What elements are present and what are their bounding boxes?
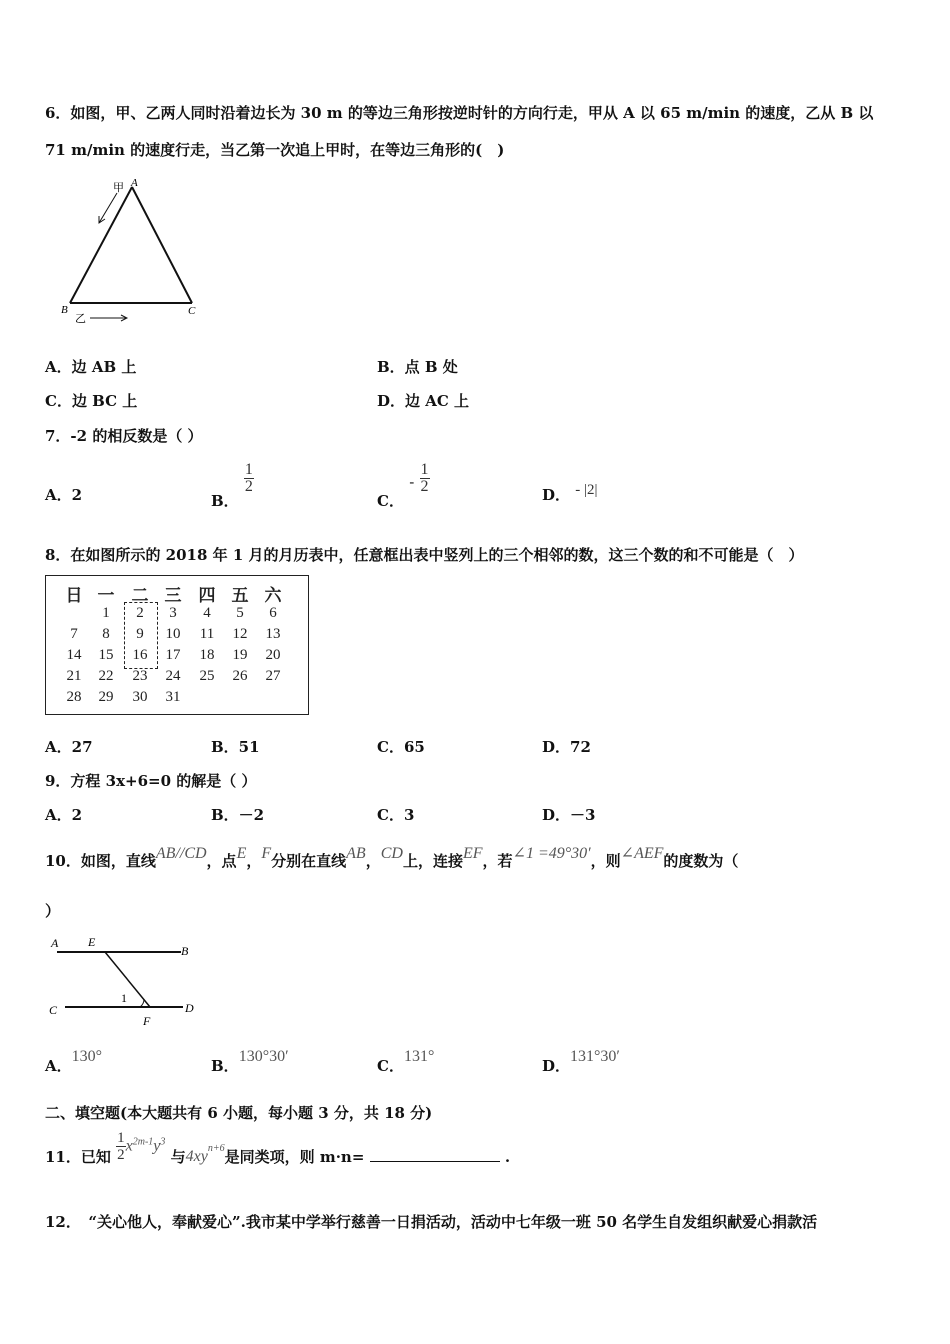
q11-exp1: 2m-1 — [132, 1136, 154, 1148]
q11-prefix: 11．已知 — [45, 1147, 111, 1166]
calendar-day-cell: 10 — [165, 626, 181, 642]
q11-with: 与 — [170, 1147, 186, 1166]
q6-option-c: C．边 BC 上 — [45, 392, 138, 410]
q10-math-ef: EF — [462, 845, 483, 862]
q10-option-d-value: 131°30′ — [570, 1048, 620, 1065]
calendar-day-cell: 22 — [98, 668, 114, 684]
q9-option-d: D．－3 — [542, 806, 596, 824]
q7-option-c-fraction — [420, 462, 430, 495]
q7-option-d-expr: - |2| — [575, 482, 598, 498]
fraction-numerator: 1 — [244, 461, 253, 478]
q11-end: . — [504, 1147, 511, 1166]
calendar-day-cell: 13 — [265, 626, 281, 642]
fraction-denominator: 2 — [117, 1147, 125, 1163]
q10-option-d — [542, 1046, 620, 1075]
calendar-day-cell: 29 — [98, 689, 114, 705]
q7-stem: 7．-2 的相反数是（ ） — [45, 427, 203, 445]
calendar-day-cell: 17 — [165, 647, 181, 663]
calendar-day-cell: 9 — [136, 626, 144, 642]
calendar-day-cell: 24 — [165, 668, 181, 684]
point-d-label: D — [185, 1001, 194, 1015]
calendar-day-cell: 11 — [199, 626, 215, 642]
calendar-header-cell: 日 — [65, 586, 83, 605]
q11-fraction — [116, 1130, 126, 1163]
q10-math-angle-aef: ∠AEF — [620, 845, 664, 862]
calendar-table — [45, 575, 309, 715]
calendar-day-cell: 8 — [102, 626, 110, 642]
jia-label: 甲 — [113, 181, 124, 194]
q10-stem-close: ） — [45, 902, 61, 920]
calendar-day-cell: 19 — [232, 647, 248, 663]
calendar-day-cell: 4 — [203, 605, 211, 621]
q7-option-b-label: B． — [211, 491, 239, 510]
calendar-day-cell: 1 — [102, 605, 110, 621]
q6-stem-line2: 71 m/min 的速度行走，当乙第一次追上甲时，在等边三角形的( ) — [45, 141, 505, 159]
q11-exp1b: 3 — [160, 1136, 166, 1148]
calendar-day-cell: 5 — [236, 605, 244, 621]
q9-option-c: C．3 — [377, 806, 415, 824]
q10-text-6: 上，连接 — [402, 852, 463, 870]
fraction-denominator: 2 — [420, 478, 429, 495]
yi-label: 乙 — [75, 312, 86, 325]
calendar-header-cell: 一 — [97, 586, 115, 605]
calendar-day-cell: 14 — [66, 647, 82, 663]
q9-option-a: A．2 — [45, 806, 83, 824]
q12-stem: 12． “关心他人，奉献爱心”.我市某中学举行慈善一日捐活动，活动中七年级一班 50 名学生自发组织献爱心捐款活 — [45, 1213, 818, 1231]
vertex-b-label: B — [61, 304, 68, 316]
point-b-label: B — [181, 944, 189, 958]
vertex-a-label: A — [131, 177, 138, 189]
calendar-day-cell: 27 — [265, 668, 281, 684]
calendar-day-cell: 20 — [265, 647, 281, 663]
q7-option-c — [377, 461, 430, 510]
calendar-header-cell: 五 — [231, 586, 249, 605]
point-c-label: C — [49, 1003, 58, 1017]
q11-exp2: n+6 — [207, 1142, 225, 1154]
q10-option-c — [377, 1046, 435, 1075]
q7-option-b — [211, 461, 254, 510]
q10-option-a-label: A． — [45, 1057, 72, 1075]
q10-text-8: ，则 — [590, 852, 621, 870]
triangle-figure — [55, 175, 210, 327]
q10-option-b-value: 130°30′ — [238, 1048, 289, 1065]
q7-option-c-label: C． — [377, 491, 404, 510]
q10-option-b-label: B． — [211, 1057, 239, 1075]
q7-option-d-label: D． — [542, 486, 571, 504]
q6-option-d: D．边 AC 上 — [377, 392, 470, 410]
fraction-denominator: 2 — [244, 478, 253, 495]
q11-suffix: 是同类项，则 m·n= — [224, 1147, 365, 1166]
q10-text-9: 的度数为（ — [663, 852, 739, 870]
calendar-day-cell: 18 — [199, 647, 215, 663]
q10-text-7: ，若 — [482, 852, 513, 870]
q7-option-d — [542, 482, 598, 506]
calendar-day-cell: 21 — [66, 668, 82, 684]
angle-1-label: 1 — [121, 991, 127, 1005]
q11-term2: 4xy — [185, 1147, 208, 1165]
q10-math-angle1: ∠1 =49°30′ — [512, 845, 591, 862]
calendar-header-cell: 二 — [131, 586, 149, 605]
q8-option-c: C．65 — [377, 738, 425, 756]
q10-math-ab: AB — [346, 845, 366, 862]
q10-option-a — [45, 1046, 103, 1075]
q10-option-b — [211, 1046, 289, 1075]
q10-option-c-value: 131° — [403, 1048, 435, 1065]
calendar-day-cell: 12 — [232, 626, 248, 642]
q6-stem-line1: 6．如图，甲、乙两人同时沿着边长为 30 m 的等边三角形按逆时针的方向行走，甲从 A 以 65 m/min 的速度，乙从 B 以 — [45, 104, 874, 122]
calendar-day-cell: 25 — [199, 668, 215, 684]
q7-option-b-fraction — [244, 462, 254, 495]
q10-option-d-label: D． — [542, 1057, 571, 1075]
q11-answer-blank[interactable] — [370, 1147, 500, 1162]
q8-option-a: A．27 — [45, 738, 93, 756]
q11-term1-y: y — [153, 1137, 161, 1155]
q10-option-c-label: C． — [377, 1057, 404, 1075]
point-f-label: F — [143, 1014, 151, 1028]
point-a-label: A — [51, 936, 59, 950]
selection-frame — [124, 602, 158, 669]
calendar-day-cell: 6 — [269, 605, 277, 621]
q10-math-e: E — [236, 845, 247, 862]
fraction-numerator: 1 — [420, 461, 429, 478]
q9-option-b: B．－2 — [211, 806, 265, 824]
calendar-day-cell: 30 — [132, 689, 148, 705]
calendar-day-cell: 28 — [66, 689, 82, 705]
q6-option-b: B．点 B 处 — [377, 358, 458, 376]
calendar-day-cell: 3 — [169, 605, 177, 621]
parallel-lines-figure — [45, 932, 205, 1032]
q10-text-1: 10．如图，直线 — [45, 852, 156, 870]
calendar-header-cell: 六 — [264, 586, 282, 605]
q10-math-cd: CD — [380, 845, 403, 862]
q7-option-c-sign: - — [409, 472, 415, 491]
calendar-day-cell: 26 — [232, 668, 248, 684]
calendar-header-cell: 四 — [198, 586, 216, 605]
q10-math-ab-parallel-cd: AB//CD — [155, 845, 207, 862]
calendar-day-cell: 7 — [70, 626, 78, 642]
vertex-c-label: C — [188, 305, 196, 317]
section-2-heading: 二、填空题(本大题共有 6 小题，每小题 3 分，共 18 分) — [45, 1104, 433, 1122]
q10-text-4: 分别在直线 — [271, 852, 347, 870]
q11-term1-x: x — [125, 1137, 133, 1155]
calendar-day-cell: 16 — [132, 647, 148, 663]
calendar-day-cell: 31 — [165, 689, 181, 705]
q9-stem: 9．方程 3x+6=0 的解是（ ） — [45, 772, 257, 790]
q10-math-f: F — [261, 845, 272, 862]
q8-stem: 8．在如图所示的 2018 年 1 月的月历表中，任意框出表中竖列上的三个相邻的数，这三个数的和不可能是（ ） — [45, 546, 804, 564]
q10-text-3: ， — [246, 852, 262, 870]
calendar-day-cell: 23 — [132, 668, 148, 684]
q10-stem — [45, 845, 739, 872]
q11-stem — [45, 1130, 511, 1166]
calendar-header-cell: 三 — [164, 586, 182, 605]
q8-option-d: D．72 — [542, 738, 591, 756]
point-e-label: E — [88, 935, 96, 949]
q8-option-b: B．51 — [211, 738, 260, 756]
q10-text-5: ， — [365, 852, 381, 870]
calendar-day-cell: 2 — [136, 605, 144, 621]
fraction-numerator: 1 — [117, 1130, 125, 1146]
q10-option-a-value: 130° — [71, 1048, 103, 1065]
q10-text-2: ，点 — [206, 852, 237, 870]
calendar-day-cell: 15 — [98, 647, 114, 663]
q6-option-a: A．边 AB 上 — [45, 358, 137, 376]
q7-option-a: A．2 — [45, 486, 83, 504]
